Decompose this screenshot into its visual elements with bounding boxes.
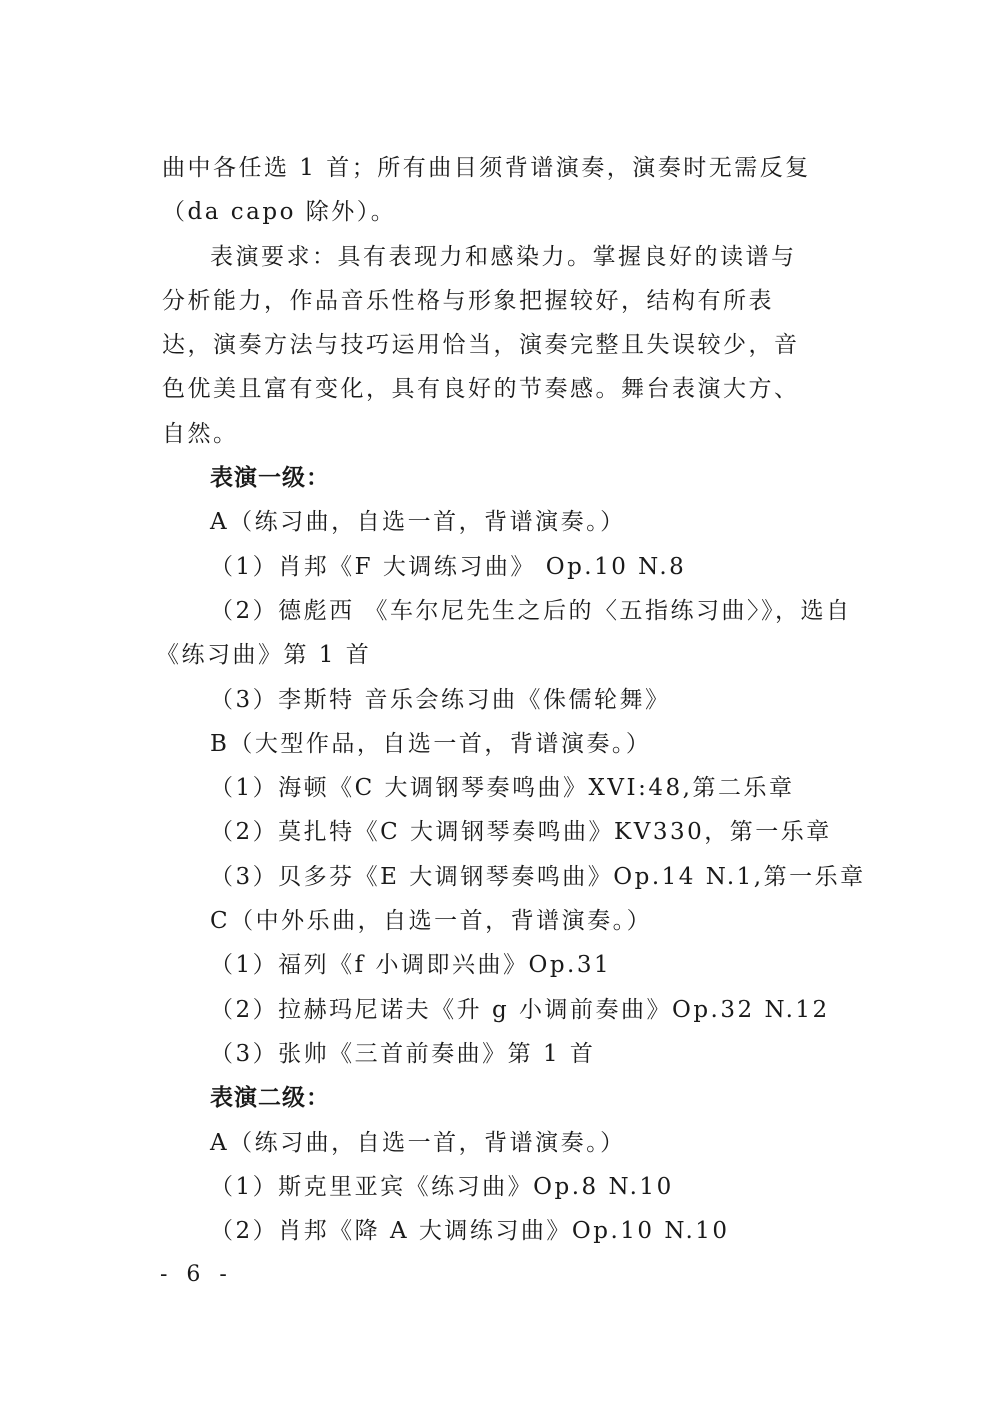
text-line: 表演要求：具有表现力和感染力。掌握良好的读谱与 — [210, 243, 797, 270]
text-line: （3）张帅《三首前奏曲》第 1 首 — [210, 1040, 596, 1067]
text-line: （1）福列《f 小调即兴曲》Op.31 — [210, 952, 612, 979]
text-line: A（练习曲，自选一首，背谱演奏。） — [210, 1129, 626, 1156]
text-line: A（练习曲，自选一首，背谱演奏。） — [210, 509, 626, 536]
text-line: （1）海顿《C 大调钢琴奏鸣曲》XVI:48,第二乐章 — [210, 775, 795, 802]
text-line: 分析能力，作品音乐性格与形象把握较好，结构有所表 — [162, 287, 774, 314]
text-line: （2）德彪西 《车尔尼先生之后的〈五指练习曲〉》，选自 — [210, 597, 852, 624]
text-line: （3）李斯特 音乐会练习曲《侏儒轮舞》 — [210, 686, 671, 713]
text-line: 自然。 — [162, 420, 239, 447]
text-line: （1）斯克里亚宾《练习曲》Op.8 N.10 — [210, 1173, 674, 1200]
text-line: （2）肖邦《降 A 大调练习曲》Op.10 N.10 — [210, 1218, 730, 1245]
text-line: C（中外乐曲，自选一首，背谱演奏。） — [210, 908, 653, 935]
section-heading: 表演一级： — [210, 464, 330, 492]
document-body — [156, 146, 866, 1253]
text-line: 《练习曲》第 1 首 — [156, 642, 372, 669]
text-line: 色优美且富有变化，具有良好的节奏感。舞台表演大方、 — [162, 376, 800, 403]
text-line: （1）肖邦《F 大调练习曲》 Op.10 N.8 — [210, 553, 687, 580]
text-line: 达，演奏方法与技巧运用恰当，演奏完整且失误较少，音 — [162, 332, 800, 359]
text-line: B（大型作品，自选一首，背谱演奏。） — [210, 730, 652, 757]
section-heading: 表演二级： — [210, 1084, 330, 1112]
text-line: （3）贝多芬《E 大调钢琴奏鸣曲》Op.14 N.1,第一乐章 — [210, 863, 866, 890]
page-number: - 6 - — [160, 1262, 233, 1287]
text-line: 曲中各任选 1 首；所有曲目须背谱演奏，演奏时无需反复 — [162, 155, 811, 181]
text-line: （2）莫扎特《C 大调钢琴奏鸣曲》KV330，第一乐章 — [210, 819, 832, 846]
text-line: （da capo 除外）。 — [162, 199, 397, 226]
text-line: （2）拉赫玛尼诺夫《升 g 小调前奏曲》Op.32 N.12 — [210, 996, 830, 1023]
